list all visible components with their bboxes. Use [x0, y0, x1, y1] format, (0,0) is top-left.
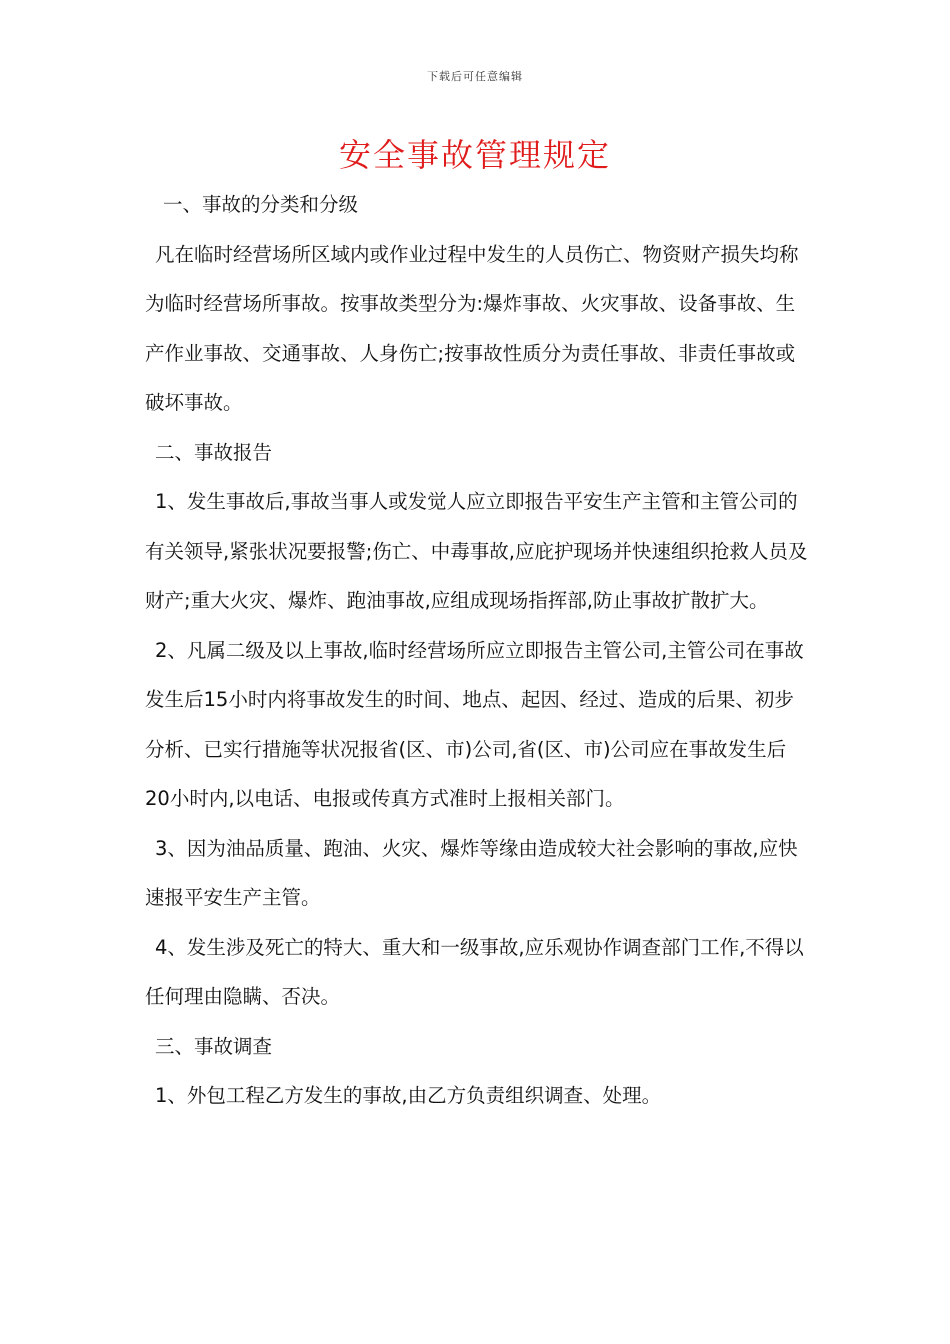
paragraph: 2、凡属二级及以上事故,临时经营场所应立即报告主管公司,主管公司在事故发生后15小时内将事故发生的时间、地点、起因、经过、造成的后果、初步分析、已实行措施等状况报省(区、市)公司,省(区、市)公司应在事故发生后20小时内,以电话、电报或传真方式准时上报相关部门。: [145, 638, 804, 810]
document-body: [145, 180, 810, 1121]
header-note: 下载后可任意编辑: [427, 70, 523, 83]
section-heading-1: 一、事故的分类和分级: [163, 193, 359, 216]
paragraph: 1、发生事故后,事故当事人或发觉人应立即报告平安生产主管和主管公司的有关领导,紧张状况要报警;伤亡、中毒事故,应庇护现场并快速组织抢救人员及财产;重大火灾、爆炸、跑油事故,应组成现场指挥部,防止事故扩散扩大。: [145, 490, 808, 612]
section-heading-2: 二、事故报告: [155, 440, 273, 464]
section-heading-3: 三、事故调查: [155, 1034, 273, 1058]
paragraph: 4、发生涉及死亡的特大、重大和一级事故,应乐观协作调查部门工作,不得以任何理由隐瞒、否决。: [145, 935, 804, 1008]
paragraph: 凡在临时经营场所区域内或作业过程中发生的人员伤亡、物资财产损失均称为临时经营场所事故。按事故类型分为:爆炸事故、火灾事故、设备事故、生产作业事故、交通事故、人身伤亡;按事故性质分为责任事故、非责任事故或破坏事故。: [145, 242, 799, 414]
document-title: 安全事故管理规定: [338, 136, 611, 174]
paragraph: 3、因为油品质量、跑油、火灾、爆炸等缘由造成较大社会影响的事故,应快速报平安生产主管。: [145, 836, 798, 909]
paragraph: 1、外包工程乙方发生的事故,由乙方负责组织调查、处理。: [155, 1084, 662, 1107]
